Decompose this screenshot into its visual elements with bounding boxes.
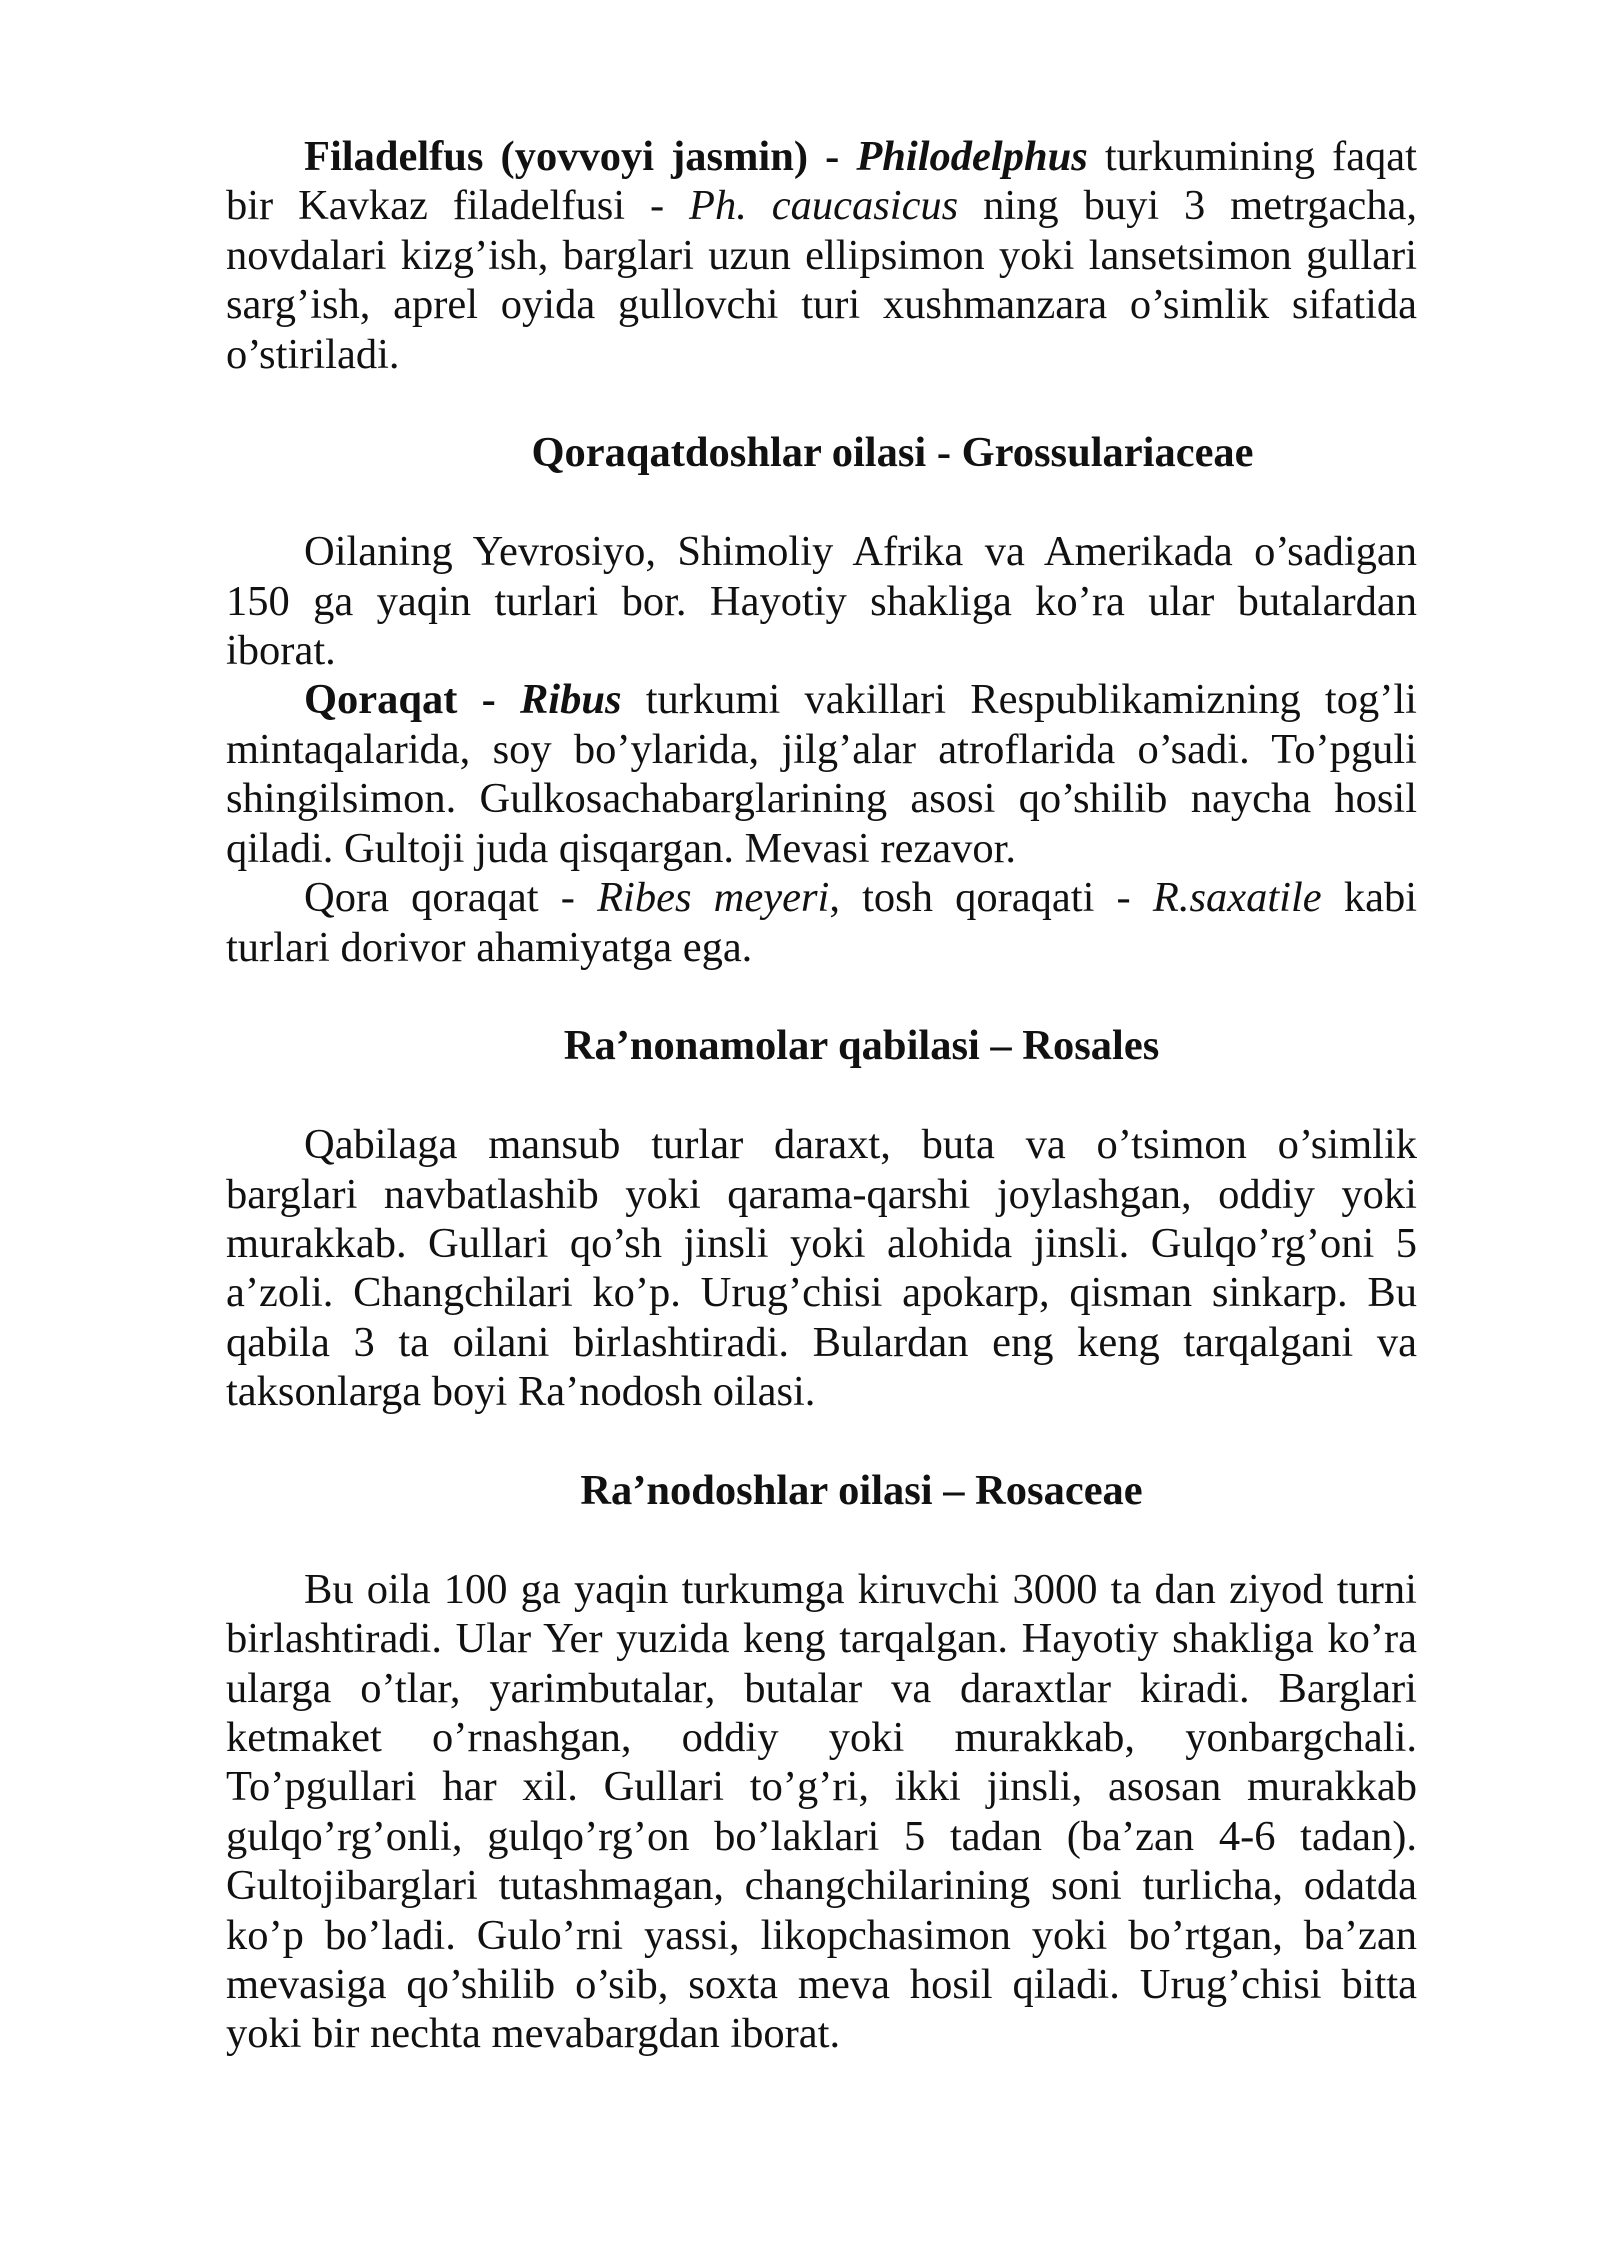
text-run: kabi: [1321, 874, 1417, 922]
latin-name: Philodelphus: [856, 133, 1088, 180]
blank-line: [226, 972, 1417, 1021]
blank-line: [226, 1515, 1417, 1564]
text-line: o’stiriladi.: [226, 330, 400, 378]
latin-name: Ribes meyeri: [597, 874, 830, 922]
text-line: [226, 675, 1417, 724]
text-line: barglari navbatlashib yoki qarama-qarshi joylashgan, oddiy yoki: [226, 1170, 1417, 1218]
bold-term: Qoraqat -: [304, 676, 520, 724]
text-line: Oilaning Yevrosiyo, Shimoliy Afrika va Amerikada o’sadigan: [304, 528, 1417, 576]
text-line: Gultojibarglari tutashmagan, changchilarining soni turlicha, odatda: [226, 1862, 1417, 1910]
text-line: [226, 181, 1417, 230]
text-line: Bu oila 100 ga yaqin turkumga kiruvchi 3000 ta dan ziyod turni: [304, 1565, 1417, 1613]
text-line: ketmaket o’rnashgan, oddiy yoki murakkab, yonbargchali.: [226, 1714, 1417, 1761]
text-run: , tosh qoraqati -: [829, 874, 1153, 922]
text-line: gulqo’rg’onli, gulqo’rg’on bo’laklari 5 tadan (ba’zan 4-6 tadan).: [226, 1812, 1417, 1860]
text-line: 150 ga yaqin turlari bor. Hayotiy shakliga ko’ra ular butalardan: [226, 577, 1417, 625]
text-line: a’zoli. Changchilari ko’p. Urug’chisi apokarp, qisman sinkarp. Bu: [226, 1269, 1417, 1317]
paragraph-filadelfus: [226, 132, 1417, 379]
text-line: qabila 3 ta oilani birlashtiradi. Bulardan eng keng tarqalgani va: [226, 1318, 1417, 1366]
bold-term: Filadelfus (yovvoyi jasmin) -: [304, 133, 857, 180]
paragraph-oilaning: [226, 527, 1417, 675]
paragraph-qoraqat: [226, 675, 1417, 873]
text-line: novdalari kizg’ish, barglari uzun ellipsimon yoki lansetsimon gullari: [226, 231, 1417, 279]
text-run: turkumi vakillari Respublikamizning tog’li: [621, 676, 1417, 724]
text-line: iborat.: [226, 627, 336, 675]
text-line: birlashtiradi. Ular Yer yuzida keng tarqalgan. Hayotiy shakliga ko’ra: [226, 1615, 1417, 1663]
text-line: To’pgullari har xil. Gullari to’g’ri, ikki jinsli, asosan murakkab: [226, 1763, 1417, 1811]
text-line: [226, 873, 1417, 922]
blank-line: [226, 478, 1417, 527]
blank-line: [226, 1417, 1417, 1466]
document-body: [226, 132, 1417, 2059]
text-run: ning buyi 3 metrgacha,: [958, 182, 1417, 230]
text-line: turlari dorivor ahamiyatga ega.: [226, 923, 753, 971]
text-line: ko’p bo’ladi. Gulo’rni yassi, likopchasimon yoki bo’rtgan, ba’zan: [226, 1911, 1417, 1959]
section-heading-rosales: Ra’nonamolar qabilasi – Rosales: [563, 1022, 1160, 1070]
text-run: turkumining faqat: [1087, 133, 1417, 180]
text-line: mevasiga qo’shilib o’sib, soxta meva hosil qiladi. Urug’chisi bitta: [226, 1961, 1417, 2009]
text-line: sarg’ish, aprel oyida gullovchi turi xushmanzara o’simlik sifatida: [226, 281, 1417, 329]
text-line: ularga o’tlar, yarimbutalar, butalar va daraxtlar kiradi. Barglari: [226, 1664, 1417, 1712]
text-line: yoki bir nechta mevabargdan iborat.: [226, 2010, 841, 2058]
text-line: qiladi. Gultoji juda qisqargan. Mevasi rezavor.: [226, 824, 1017, 872]
text-run: Qora qoraqat -: [304, 874, 598, 922]
text-line: taksonlarga boyi Ra’nodosh oilasi.: [226, 1368, 816, 1416]
blank-line: [226, 379, 1417, 428]
paragraph-qabilaga: [226, 1120, 1417, 1416]
section-heading-grossulariaceae: Qoraqatdoshlar oilasi - Grossulariaceae: [531, 429, 1254, 477]
text-line: mintaqalarida, soy bo’ylarida, jilg’alar atroflarida o’sadi. To’pguli: [226, 725, 1417, 773]
text-line: [226, 132, 1417, 181]
text-line: shingilsimon. Gulkosachabarglarining asosi qo’shilib naycha hosil: [226, 775, 1417, 823]
text-run: bir Kavkaz filadelfusi -: [226, 182, 690, 230]
text-line: murakkab. Gullari qo’sh jinsli yoki alohida jinsli. Gulqo’rg’oni 5: [226, 1219, 1417, 1267]
paragraph-bu-oila: [226, 1565, 1417, 2059]
latin-name: Ribus: [519, 676, 622, 724]
blank-line: [226, 1071, 1417, 1120]
paragraph-qora-qoraqat: [226, 873, 1417, 972]
latin-name: R.saxatile: [1152, 874, 1322, 922]
text-line: Qabilaga mansub turlar daraxt, buta va o’tsimon o’simlik: [304, 1121, 1417, 1169]
latin-name: Ph. caucasicus: [689, 182, 959, 230]
section-heading-rosaceae: Ra’nodoshlar oilasi – Rosaceae: [580, 1466, 1143, 1514]
